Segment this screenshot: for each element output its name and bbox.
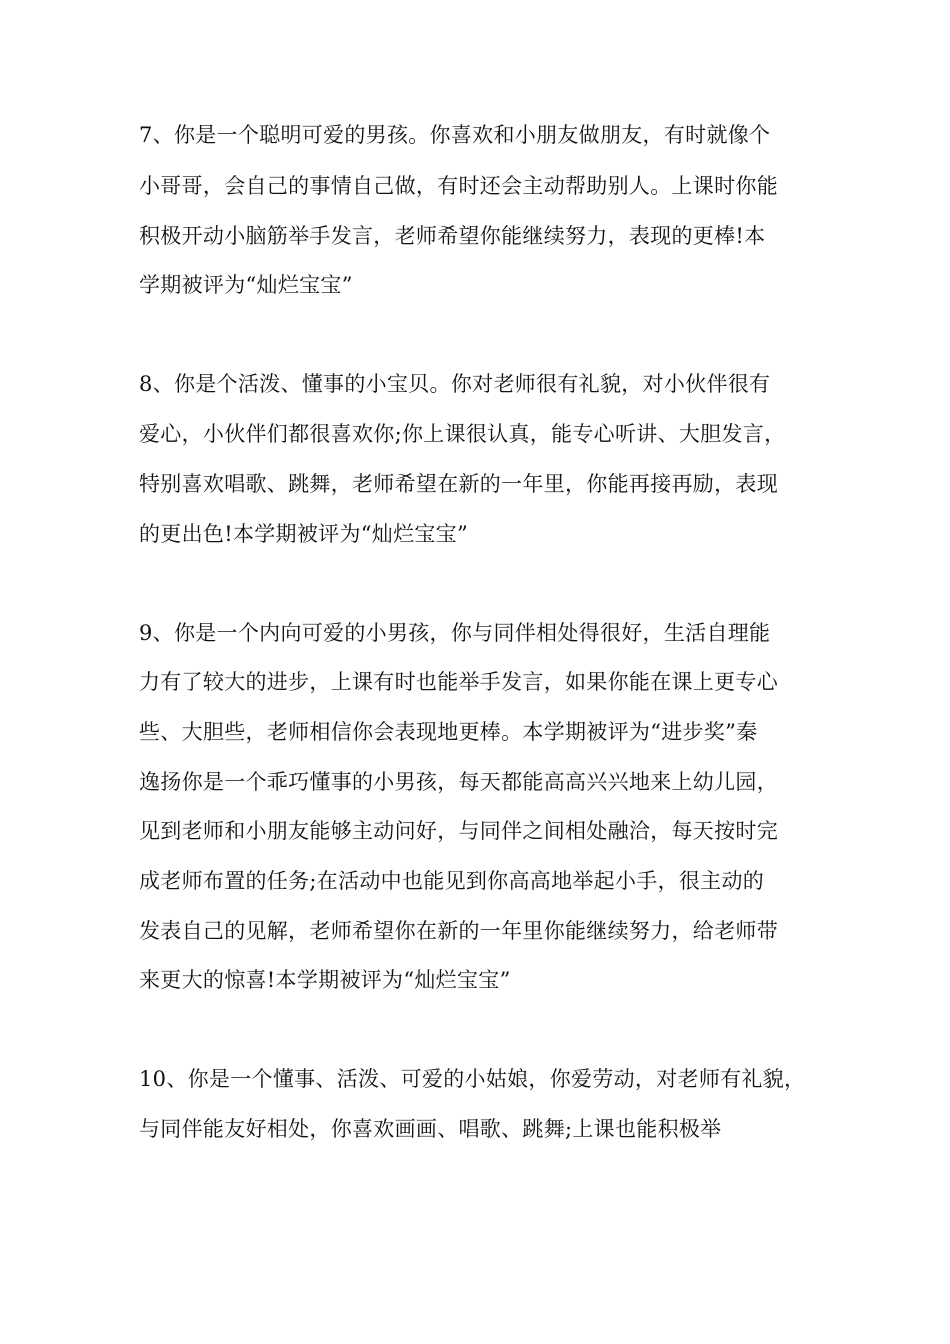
paragraph-8-line-4: 的更出色!本学期被评为“灿烂宝宝” [139, 522, 469, 546]
paragraph-8-line-3: 特别喜欢唱歌、跳舞，老师希望在新的一年里，你能再接再励，表现 [139, 472, 778, 496]
paragraph-9-line-2: 力有了较大的进步，上课有时也能举手发言，如果你能在课上更专心 [139, 670, 778, 694]
paragraph-10-line-1: 10、你是一个懂事、活泼、可爱的小姑娘，你爱劳动，对老师有礼貌， [139, 1067, 806, 1091]
paragraph-9-line-6: 成老师布置的任务;在活动中也能见到你高高地举起小手，很主动的 [139, 869, 765, 893]
paragraph-7-line-1: 7、你是一个聪明可爱的男孩。你喜欢和小朋友做朋友，有时就像个 [139, 123, 771, 147]
paragraph-7-line-3: 积极开动小脑筋举手发言，老师希望你能继续努力，表现的更棒!本 [139, 224, 766, 248]
paragraph-8-line-1: 8、你是个活泼、懂事的小宝贝。你对老师很有礼貌，对小伙伴很有 [139, 372, 771, 396]
paragraph-7-line-2: 小哥哥，会自己的事情自己做，有时还会主动帮助别人。上课时你能 [139, 174, 778, 198]
paragraph-9-line-7: 发表自己的见解，老师希望你在新的一年里你能继续努力，给老师带 [139, 919, 778, 943]
paragraph-9-line-8: 来更大的惊喜!本学期被评为“灿烂宝宝” [139, 968, 511, 992]
paragraph-9-line-3: 些、大胆些，老师相信你会表现地更棒。本学期被评为“进步奖”秦 [139, 720, 758, 744]
paragraph-10-line-2: 与同伴能友好相处，你喜欢画画、唱歌、跳舞;上课也能积极举 [139, 1117, 722, 1141]
paragraph-9-line-4: 逸扬你是一个乖巧懂事的小男孩，每天都能高高兴兴地来上幼儿园， [139, 770, 778, 794]
paragraph-9-line-1: 9、你是一个内向可爱的小男孩，你与同伴相处得很好，生活自理能 [139, 621, 771, 645]
paragraph-8-line-2: 爱心，小伙伴们都很喜欢你;你上课很认真，能专心听讲、大胆发言， [139, 422, 786, 446]
paragraph-9-line-5: 见到老师和小朋友能够主动问好，与同伴之间相处融洽，每天按时完 [139, 819, 778, 843]
paragraph-7-line-4: 学期被评为“灿烂宝宝” [139, 273, 353, 297]
